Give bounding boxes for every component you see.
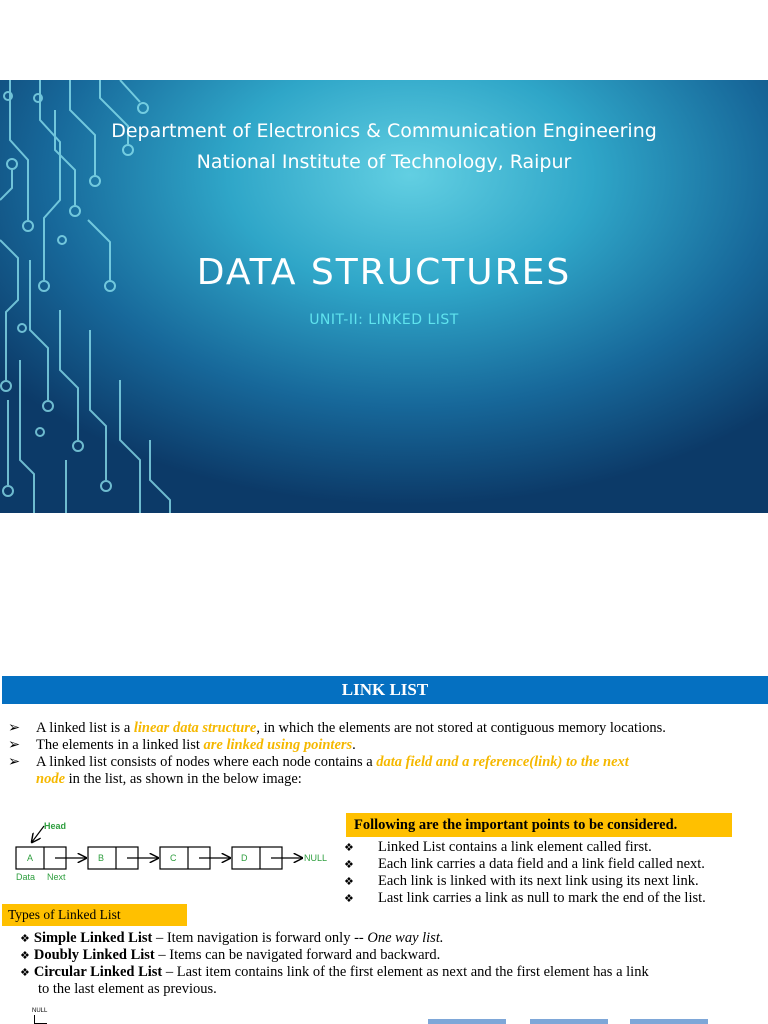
type-item: ❖ Simple Linked List – Item navigation is forward only -- One way list. (20, 930, 444, 946)
point-item: ❖ Last link carries a link as null to mark the end of the list. (344, 890, 706, 906)
circuit-decoration (0, 80, 768, 513)
type-item: ❖ Doubly Linked List – Items can be navigated forward and backward. (20, 947, 441, 963)
diamond-bullet-icon: ❖ (344, 876, 354, 888)
diamond-bullet-icon: ❖ (20, 967, 30, 979)
node-d: D (241, 853, 248, 863)
diamond-bullet-icon: ❖ (20, 950, 30, 962)
slide-header: LINK LIST (2, 676, 768, 704)
node-b: B (98, 853, 105, 863)
arrow-bullet-icon: ➢ (8, 737, 21, 753)
diamond-bullet-icon: ❖ (344, 842, 354, 854)
diagram-fragment (630, 1019, 708, 1024)
ground-icon (34, 1015, 47, 1024)
intro-bullet-3-cont: node in the list, as shown in the below image: (36, 771, 302, 787)
node-c: C (170, 853, 177, 863)
arrow-bullet-icon: ➢ (8, 720, 21, 736)
null-label: NULL (304, 853, 328, 863)
unit-subtitle: UNIT-II: LINKED LIST (309, 312, 459, 328)
next-label: Next (47, 872, 66, 882)
department-name: Department of Electronics & Communication Engineering (111, 120, 657, 142)
diamond-bullet-icon: ❖ (344, 893, 354, 905)
null-small-label: NULL (32, 1008, 48, 1014)
points-header: Following are the important points to be considered. (346, 813, 732, 837)
diamond-bullet-icon: ❖ (344, 859, 354, 871)
diagram-fragment (530, 1019, 608, 1024)
institute-name: National Institute of Technology, Raipur (196, 151, 572, 173)
type-item: ❖ Circular Linked List – Last item contains link of the first element as next and the first element has a link (20, 964, 649, 980)
data-label: Data (16, 872, 36, 882)
arrow-bullet-icon: ➢ (8, 754, 21, 770)
title-slide (0, 80, 768, 513)
intro-bullet-2: ➢ The elements in a linked list are linked using pointers. (8, 737, 356, 753)
point-item: ❖ Each link is linked with its next link using its next link. (344, 873, 699, 889)
diagram-fragment (428, 1019, 506, 1024)
head-label: Head (44, 821, 67, 831)
diamond-bullet-icon: ❖ (20, 933, 30, 945)
intro-bullet-3: ➢ A linked list consists of nodes where each node contains a data field and a reference(link) to the next (8, 754, 629, 770)
point-item: ❖ Linked List contains a link element called first. (344, 839, 652, 855)
course-title: DATA STRUCTURES (196, 252, 572, 293)
linked-list-diagram (10, 814, 340, 886)
types-header: Types of Linked List (2, 904, 187, 926)
intro-bullet-1: ➢ A linked list is a linear data structure, in which the elements are not stored at contiguous memory locations. (8, 720, 666, 736)
node-a: A (27, 853, 34, 863)
type-item-cont: to the last element as previous. (38, 981, 217, 997)
point-item: ❖ Each link carries a data field and a link field called next. (344, 856, 705, 872)
